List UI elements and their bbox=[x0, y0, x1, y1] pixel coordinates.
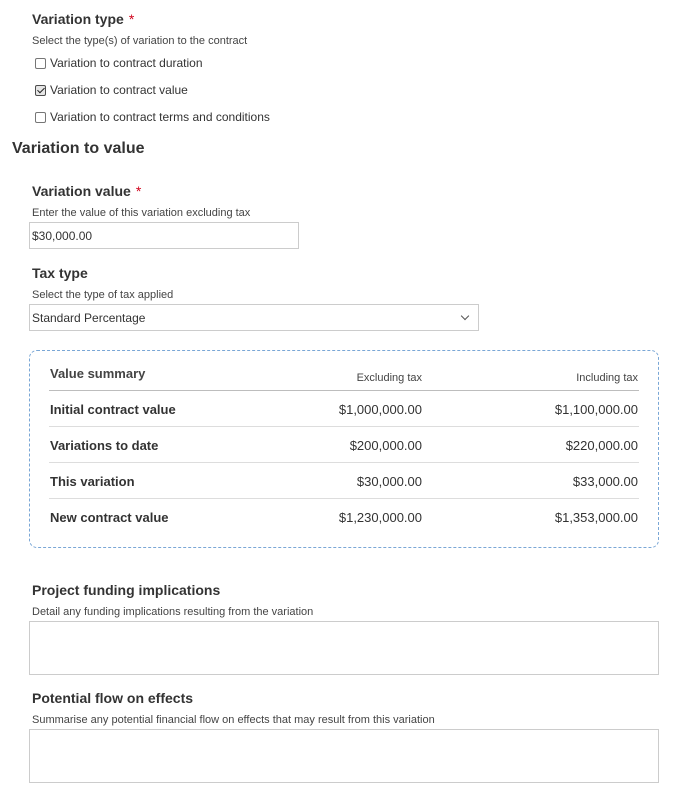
chevron-down-icon bbox=[461, 311, 469, 319]
column-header-excluding-tax: Excluding tax bbox=[356, 372, 422, 384]
flow-on-label: Potential flow on effects bbox=[32, 690, 194, 706]
summary-row-excl: $1,000,000.00 bbox=[338, 402, 422, 417]
summary-row bbox=[49, 391, 639, 427]
checkbox-duration[interactable] bbox=[35, 58, 46, 69]
summary-row bbox=[49, 463, 639, 499]
funding-hint: Detail any funding implications resulting from the variation bbox=[32, 606, 314, 618]
value-summary-title: Value summary bbox=[50, 366, 146, 381]
required-mark: * bbox=[135, 183, 142, 199]
flow-on-textarea[interactable] bbox=[29, 729, 659, 783]
summary-row-incl: $1,353,000.00 bbox=[554, 510, 638, 525]
tax-type-hint: Select the type of tax applied bbox=[32, 289, 174, 301]
summary-row-excl: $200,000.00 bbox=[349, 438, 422, 453]
section-title-variation-to-value: Variation to value bbox=[12, 140, 145, 157]
column-header-including-tax: Including tax bbox=[576, 372, 638, 384]
variation-value-label bbox=[32, 183, 141, 199]
funding-label: Project funding implications bbox=[32, 582, 221, 598]
checkbox-row-duration[interactable] bbox=[35, 55, 203, 71]
summary-row-label: Variations to date bbox=[50, 438, 159, 453]
summary-row-excl: $1,230,000.00 bbox=[338, 510, 422, 525]
summary-row-label: Initial contract value bbox=[50, 402, 176, 417]
summary-row-incl: $33,000.00 bbox=[572, 474, 638, 489]
required-mark: * bbox=[128, 11, 135, 27]
checkbox-label-duration[interactable]: Variation to contract duration bbox=[50, 56, 203, 70]
variation-type-label-text: Variation type bbox=[32, 11, 124, 27]
summary-row-label: This variation bbox=[50, 474, 135, 489]
tax-type-selected-value: Standard Percentage bbox=[32, 310, 146, 325]
checkbox-terms[interactable] bbox=[35, 112, 46, 123]
variation-value-input[interactable]: $30,000.00 bbox=[29, 222, 299, 249]
variation-value-hint: Enter the value of this variation excluding tax bbox=[32, 207, 251, 219]
checkbox-row-value[interactable] bbox=[35, 82, 188, 98]
summary-row-label: New contract value bbox=[50, 510, 169, 525]
summary-row bbox=[49, 499, 639, 535]
checkbox-label-value[interactable]: Variation to contract value bbox=[50, 83, 188, 97]
tax-type-label: Tax type bbox=[32, 265, 88, 281]
variation-type-hint: Select the type(s) of variation to the contract bbox=[32, 35, 248, 47]
summary-row-incl: $220,000.00 bbox=[565, 438, 638, 453]
checkbox-row-terms[interactable] bbox=[35, 109, 270, 125]
variation-value-label-text: Variation value bbox=[32, 183, 131, 199]
summary-row-excl: $30,000.00 bbox=[356, 474, 422, 489]
tax-type-select[interactable] bbox=[29, 304, 479, 331]
checkbox-label-terms[interactable]: Variation to contract terms and conditions bbox=[50, 110, 270, 124]
value-summary-panel bbox=[29, 350, 659, 548]
summary-row bbox=[49, 427, 639, 463]
funding-textarea[interactable] bbox=[29, 621, 659, 675]
variation-type-label bbox=[32, 11, 134, 27]
summary-row-incl: $1,100,000.00 bbox=[554, 402, 638, 417]
checkbox-value[interactable] bbox=[35, 85, 46, 96]
flow-on-hint: Summarise any potential financial flow on effects that may result from this variation bbox=[32, 714, 435, 726]
